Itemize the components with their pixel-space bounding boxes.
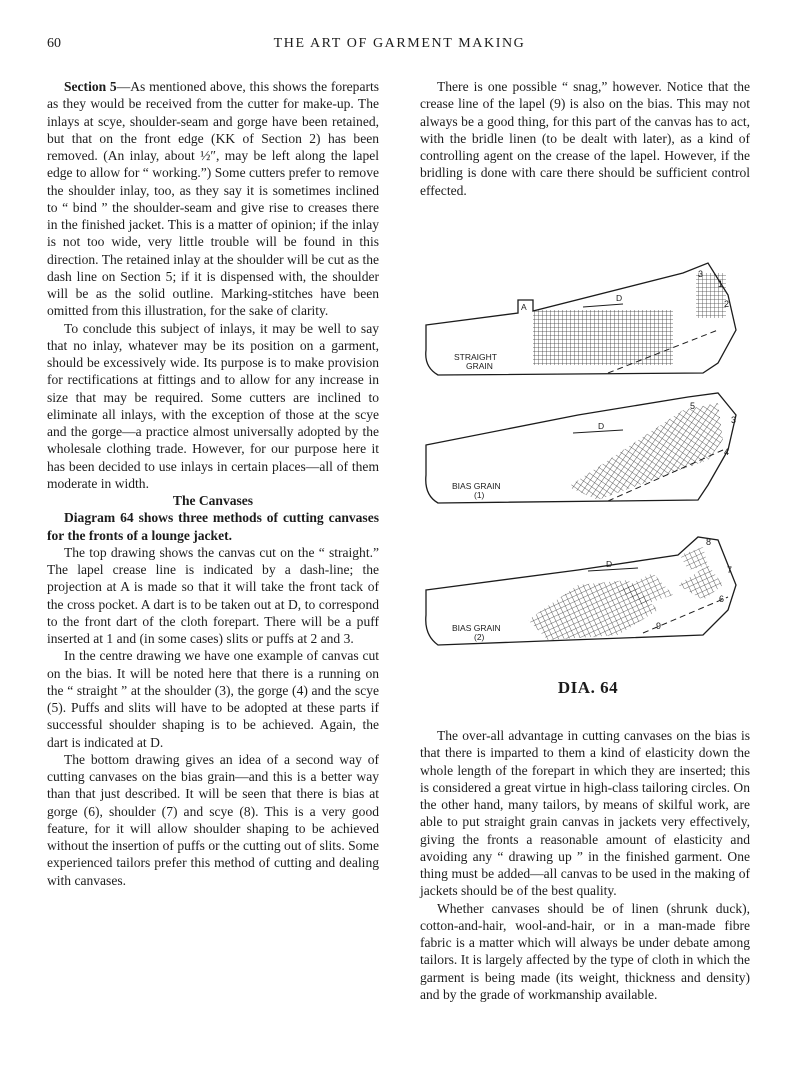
num-8: 8 [706,537,712,547]
num-7: 7 [727,565,733,575]
section-heading: The Canvases [172,493,254,508]
running-title: THE ART OF GARMENT MAKING [273,36,526,51]
bias-1-label-1: BIAS GRAIN [452,481,501,491]
num-9: 9 [656,621,662,631]
paragraph-bias-advantage: The over-all advantage in cutting canvases on the bias is that there is imparted to them a kind of elasticity down the whole length of the forepart in which they are inserted; this is considered a great virtue in high-class tailoring circles. On the other hand, many tailors, by means of skilful work, are able to put straight grain canvas in jackets very effectively, giving the fronts a reasonable amount of elasticity and avoiding any “ drawing up ” in the finished garment. One thing must be added—all canvas to be used in the making of jackets should be of the best quality. [420,728,750,899]
num-3-top: 3 [698,269,704,279]
straight-label-2: GRAIN [466,361,493,371]
num-3-middle: 3 [731,415,737,425]
section-lead: Section 5 [64,79,117,94]
right-column-bottom [420,727,750,1003]
num-6: 6 [719,594,725,604]
diagram-64 [418,255,758,665]
section-5-text: —As mentioned above, this shows the foreparts as they would be received from the cutter for make-up. The inlays at scye, shoulder-seam and gorge have been retained, but that on the front edge (KK of Section 2) has been removed. (An inlay, about ½″, may be left along the lapel edge to allow for “ working.”) Some cutters prefer to remove the shoulder inlay, too, as they say it is sometimes inclined to “ bind ” the shoulder-seam and give rise to creases there in the finished jacket. This is a matter of opinion; if the inlay is not too wide, very little trouble will be found in this direction. The retained inlay at the shoulder will be cut as the dash line on Section 5; if it is dispensed with, the shoulder will be as the solid outline. Marking-stitches have been omitted from this illustration, for the sake of clarity. [47,79,379,319]
canvas-straight-grain [426,263,736,375]
bias-2-label-2: (2) [474,632,485,642]
paragraph-section-5 [47,78,379,320]
letter-d-middle: D [598,421,605,431]
paragraph-centre-drawing: In the centre drawing we have one example of canvas cut on the bias. It will be noted here that there is a running on the “ straight ” at the shoulder (3), the gorge (4) and the scye (5). Puffs and slits will have to be adopted at these parts if successful shoulder shaping is to be achieved. Again, the dart is indicated at D. [47,648,379,750]
page-number: 60 [47,36,61,51]
paragraph-diagram-intro: Diagram 64 shows three methods of cutting canvases for the fronts of a lounge jacket. [47,510,379,543]
bias-2-label-1: BIAS GRAIN [452,623,501,633]
letter-d-top: D [616,293,623,303]
paragraph-top-drawing: The top drawing shows the canvas cut on the “ straight.” The lapel crease line is indicated by a dash-line; the projection at A is made so that it will take the front tack of the cross pocket. A dart is to be taken out at D, to correspond to the front dart of the cloth forepart. There will be a puff inserted at 1 and (in some cases) slits or puffs at 2 and 3. [47,544,379,646]
figure-caption: DIA. 64 [557,678,619,697]
canvas-bias-grain-2 [426,537,736,645]
letter-d-bottom: D [606,559,613,569]
paragraph-bottom-drawing: The bottom drawing gives an idea of a second way of cutting canvases on the bias grain—and this is a better way than that just described. It will be seen that there is bias at gorge (6), shoulder (7) and scye (8). This is a very good feature, for it will allow shoulder shaping to be achieved without the insertion of puffs or the cutting out of slits. Some experienced tailors prefer this method of cutting and dealing with canvases. [47,751,379,888]
canvas-bias-grain-1 [426,393,736,503]
canvas-diagram [418,255,758,665]
left-column [47,78,379,889]
num-4: 4 [724,447,730,457]
num-5: 5 [690,401,696,411]
num-1: 1 [718,279,724,289]
paragraph-snag: There is one possible “ snag,” however. Notice that the crease line of the lapel (9) is also on the bias. This may not always be a good thing, for this part of the canvas has to act, with the bridle linen (to be dealt with later), as a kind of controlling agent on the crease of the lapel. However, if the bridling is done with care there should be sufficient control effected. [420,79,750,198]
num-2: 2 [724,299,730,309]
bias-1-label-2: (1) [474,490,485,500]
letter-a: A [521,302,527,312]
paragraph-canvas-materials: Whether canvases should be of linen (shrunk duck), cotton-and-hair, wool-and-hair, or in a man-made fibre fabric is a matter which will always be under debate among tailors. It is largely affected by the type of cloth in which the garment is being made (its weight, thickness and density) and by the grade of workmanship available. [420,900,750,1002]
right-column-top [420,78,750,199]
paragraph-inlays: To conclude this subject of inlays, it may be well to say that no inlay, whatever may be its position on a garment, should be excessively wide. Its purpose is to make provision for rectifications at fittings and to allow for any increase in size that may be required. Some cutters are inclined to eliminate all inlays, with the exception of those at the scye and the gorge—a practice almost universally adopted by the wholesale clothing trade. However, for our purpose here it has been decided to use inlays in certain places—all of them moderate in width. [47,320,379,491]
straight-label-1: STRAIGHT [454,352,497,362]
straight-hatching [533,310,673,365]
